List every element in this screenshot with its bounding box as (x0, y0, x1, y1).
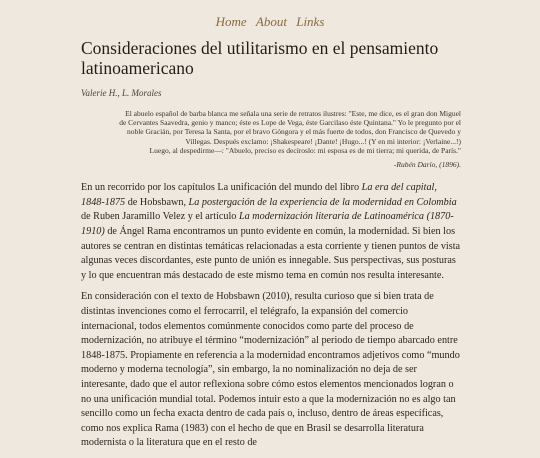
paragraph: En consideración con el texto de Hobsbawn (2010), resulta curioso que si bien trata de distintas invenciones como el ferrocarril, el telégrafo, la expansión del comercio internacional, todos elementos comúnmente conocidos como parte del proceso de modernización, no atribuye el término “modernización” al periodo de tiempo abarcado entre 1848-1875. Propiamente en referencia a la modernidad encontramos adjetivos como “mundo moderno y moderna tecnología”, sin embargo, la no nominalización no deja de ser interesante, dado que el autor reflexiona sobre cómo estos elementos mencionados logran o no una unificación mundial total. Podemos intuir esto a que la modernización no es algo tan sencillo como un fecha exacta dentro de cada país o, incluso, dentro de áreas específicas, como nos explica Rama (1983) con el hecho de que en Brasil se desarrolla literatura modernista o la literatura que en el resto de (81, 291, 460, 449)
nav-link-about[interactable]: About (255, 14, 287, 29)
epigraph-attribution: -Rubén Darío, (1896). (393, 160, 461, 170)
page-title: Consideraciones del utilitarismo en el pensamiento latinoamericano (81, 38, 439, 78)
nav-link-links[interactable]: Links (296, 14, 325, 29)
article (81, 38, 461, 458)
book-title: La era del capital, 1848-1875 (81, 182, 437, 208)
paragraph-text: de Ángel Rama encontramos un punto evidente en común, la modernidad. Si bien los autores se centran en distintas temáticas relacionadas a esta corriente y tienen puntos de vista algunas veces discordantes, este punto de unión es innegable. Sus perspectivas, sus posturas y lo que encuentran más destacado de este mismo tema en común nos resulta interesante. (81, 226, 461, 281)
paragraph (81, 181, 461, 283)
book-title: La postergación de la experiencia de la modernidad en Colombia (188, 196, 457, 208)
top-nav (0, 14, 540, 30)
paragraph-text: En un recorrido por los capítulos La unificación del mundo del libro (81, 182, 362, 194)
epigraph-line: Luego, al despedirme—: "Abuelo, preciso es decíroslo: mi esposa es de mi tierra; mi querida, de París." (149, 145, 461, 155)
epigraph-line: El abuelo español de barba blanca me señala una serie de retratos ilustres: "Este, me dice, es el gran don Miguel (125, 109, 461, 118)
article-title: La modernización literaria de Latinoamérica (1870-1910) (81, 211, 454, 237)
author-line: Valerie H., L. Morales (81, 88, 162, 98)
epigraph-line: de Cervantes Saavedra, genio y manco; éste es Lope de Vega, éste Garcilaso éste Quintana." Yo le pregunto por el (119, 118, 461, 128)
article-body (81, 181, 461, 451)
epigraph-line: noble Gracián, por Teresa la Santa, por el bravo Góngora y el más fuerte de todos, don Francisco de Quevedo y (126, 127, 461, 137)
epigraph-line: Villegas. Después exclamo: ¡Shakespeare! ¡Dante! ¡Hugo...! (Y en mi interior: ¡Verlaine...!) (185, 136, 461, 146)
epigraph (81, 109, 461, 169)
paragraph-text: de Hobsbawn, (125, 196, 189, 208)
paragraph-text: de Ruben Jaramillo Velez y el artículo (81, 211, 239, 223)
nav-link-home[interactable]: Home (215, 14, 247, 29)
